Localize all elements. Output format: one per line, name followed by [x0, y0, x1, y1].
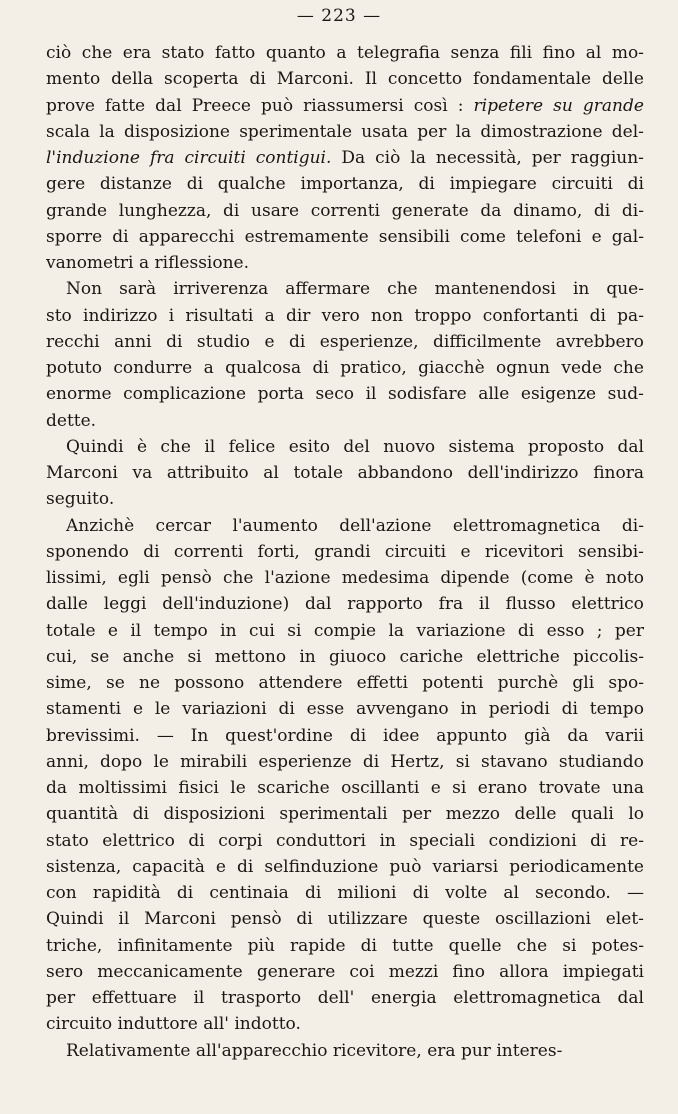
text-line: potuto condurre a qualcosa di pratico, giacchè ognun vede che [46, 358, 644, 378]
text-line: ciò che era stato fatto quanto a telegrafia senza fili fino al mo- [46, 43, 644, 63]
text-line: lissimi, egli pensò che l'azione medesima dipende (come è noto [46, 568, 644, 588]
text-line: grande lunghezza, di usare correnti generate da dinamo, di di- [46, 200, 644, 221]
text-line: Quindi il Marconi pensò di utilizzare queste oscillazioni elet- [46, 909, 644, 930]
text-line: quantità di disposizioni sperimentali per mezzo delle quali lo [46, 804, 644, 825]
text-line: sporre di apparecchi estremamente sensibili come telefoni e gal- [46, 226, 644, 247]
text-line: Non sarà irriverenza affermare che mantenendosi in que- [66, 279, 644, 300]
text-line: sponendo di correnti forti, grandi circuiti e ricevitori sensibi- [46, 541, 644, 562]
text-line: brevissimi. — In quest'ordine di idee appunto già da varii [46, 725, 644, 746]
text-line: triche, infinitamente più rapide di tutte quelle che si potes- [46, 935, 644, 956]
body-text [46, 40, 644, 1064]
text-line: con rapidità di centinaia di milioni di volte al secondo. — [46, 883, 644, 903]
text-line: l'induzione fra circuiti contigui. Da ciò la necessità, per raggiun- [46, 148, 644, 168]
text-line: Relativamente all'apparecchio ricevitore, era pur interes- [66, 1040, 563, 1061]
text-line: anni, dopo le mirabili esperienze di Hertz, si stavano studiando [46, 751, 644, 772]
text-line: Anzichè cercar l'aumento dell'azione elettromagnetica di- [66, 515, 644, 536]
text-line: scala la disposizione sperimentale usata per la dimostrazione del- [46, 121, 644, 142]
text-line: gere distanze di qualche importanza, di impiegare circuiti di [46, 174, 644, 195]
text-line: da moltissimi fisici le scariche oscillanti e si erano trovate una [46, 778, 644, 798]
text-line: dette. [46, 410, 97, 431]
text-line: cui, se anche si mettono in giuoco cariche elettriche piccolis- [46, 646, 644, 667]
text-line: Marconi va attribuito al totale abbandono dell'indirizzo finora [46, 463, 644, 483]
text-line: sistenza, capacità e di selfinduzione può variarsi periodicamente [46, 856, 644, 877]
text-line: stamenti e le variazioni di esse avvengano in periodi di tempo [46, 699, 644, 720]
text-line: vanometri a riflessione. [46, 253, 250, 273]
text-line: per effettuare il trasporto dell' energia elettromagnetica dal [46, 988, 644, 1008]
text-line: dalle leggi dell'induzione) dal rapporto fra il flusso elettrico [46, 594, 644, 615]
text-line: circuito induttore all' indotto. [46, 1014, 301, 1035]
text-line: mento della scoperta di Marconi. Il concetto fondamentale delle [46, 69, 644, 90]
text-line: recchi anni di studio e di esperienze, difficilmente avrebbero [46, 331, 644, 352]
text-line: Quindi è che il felice esito del nuovo sistema proposto dal [66, 436, 644, 457]
text-line: seguito. [46, 489, 115, 510]
text-line: totale e il tempo in cui si compie la variazione di esso ; per [46, 620, 644, 641]
page-number: — 223 — [296, 6, 382, 26]
text-line: stato elettrico di corpi conduttori in speciali condizioni di re- [46, 830, 644, 851]
text-line: sero meccanicamente generare coi mezzi fino allora impiegati [46, 961, 644, 982]
text-line: enorme complicazione porta seco il sodisfare alle esigenze sud- [46, 384, 644, 405]
text-line: sime, se ne possono attendere effetti potenti purchè gli spo- [46, 673, 644, 693]
text-line: sto indirizzo i risultati a dir vero non troppo confortanti di pa- [46, 305, 644, 326]
text-line: prove fatte dal Preece può riassumersi così : ripetere su grande [46, 95, 644, 116]
